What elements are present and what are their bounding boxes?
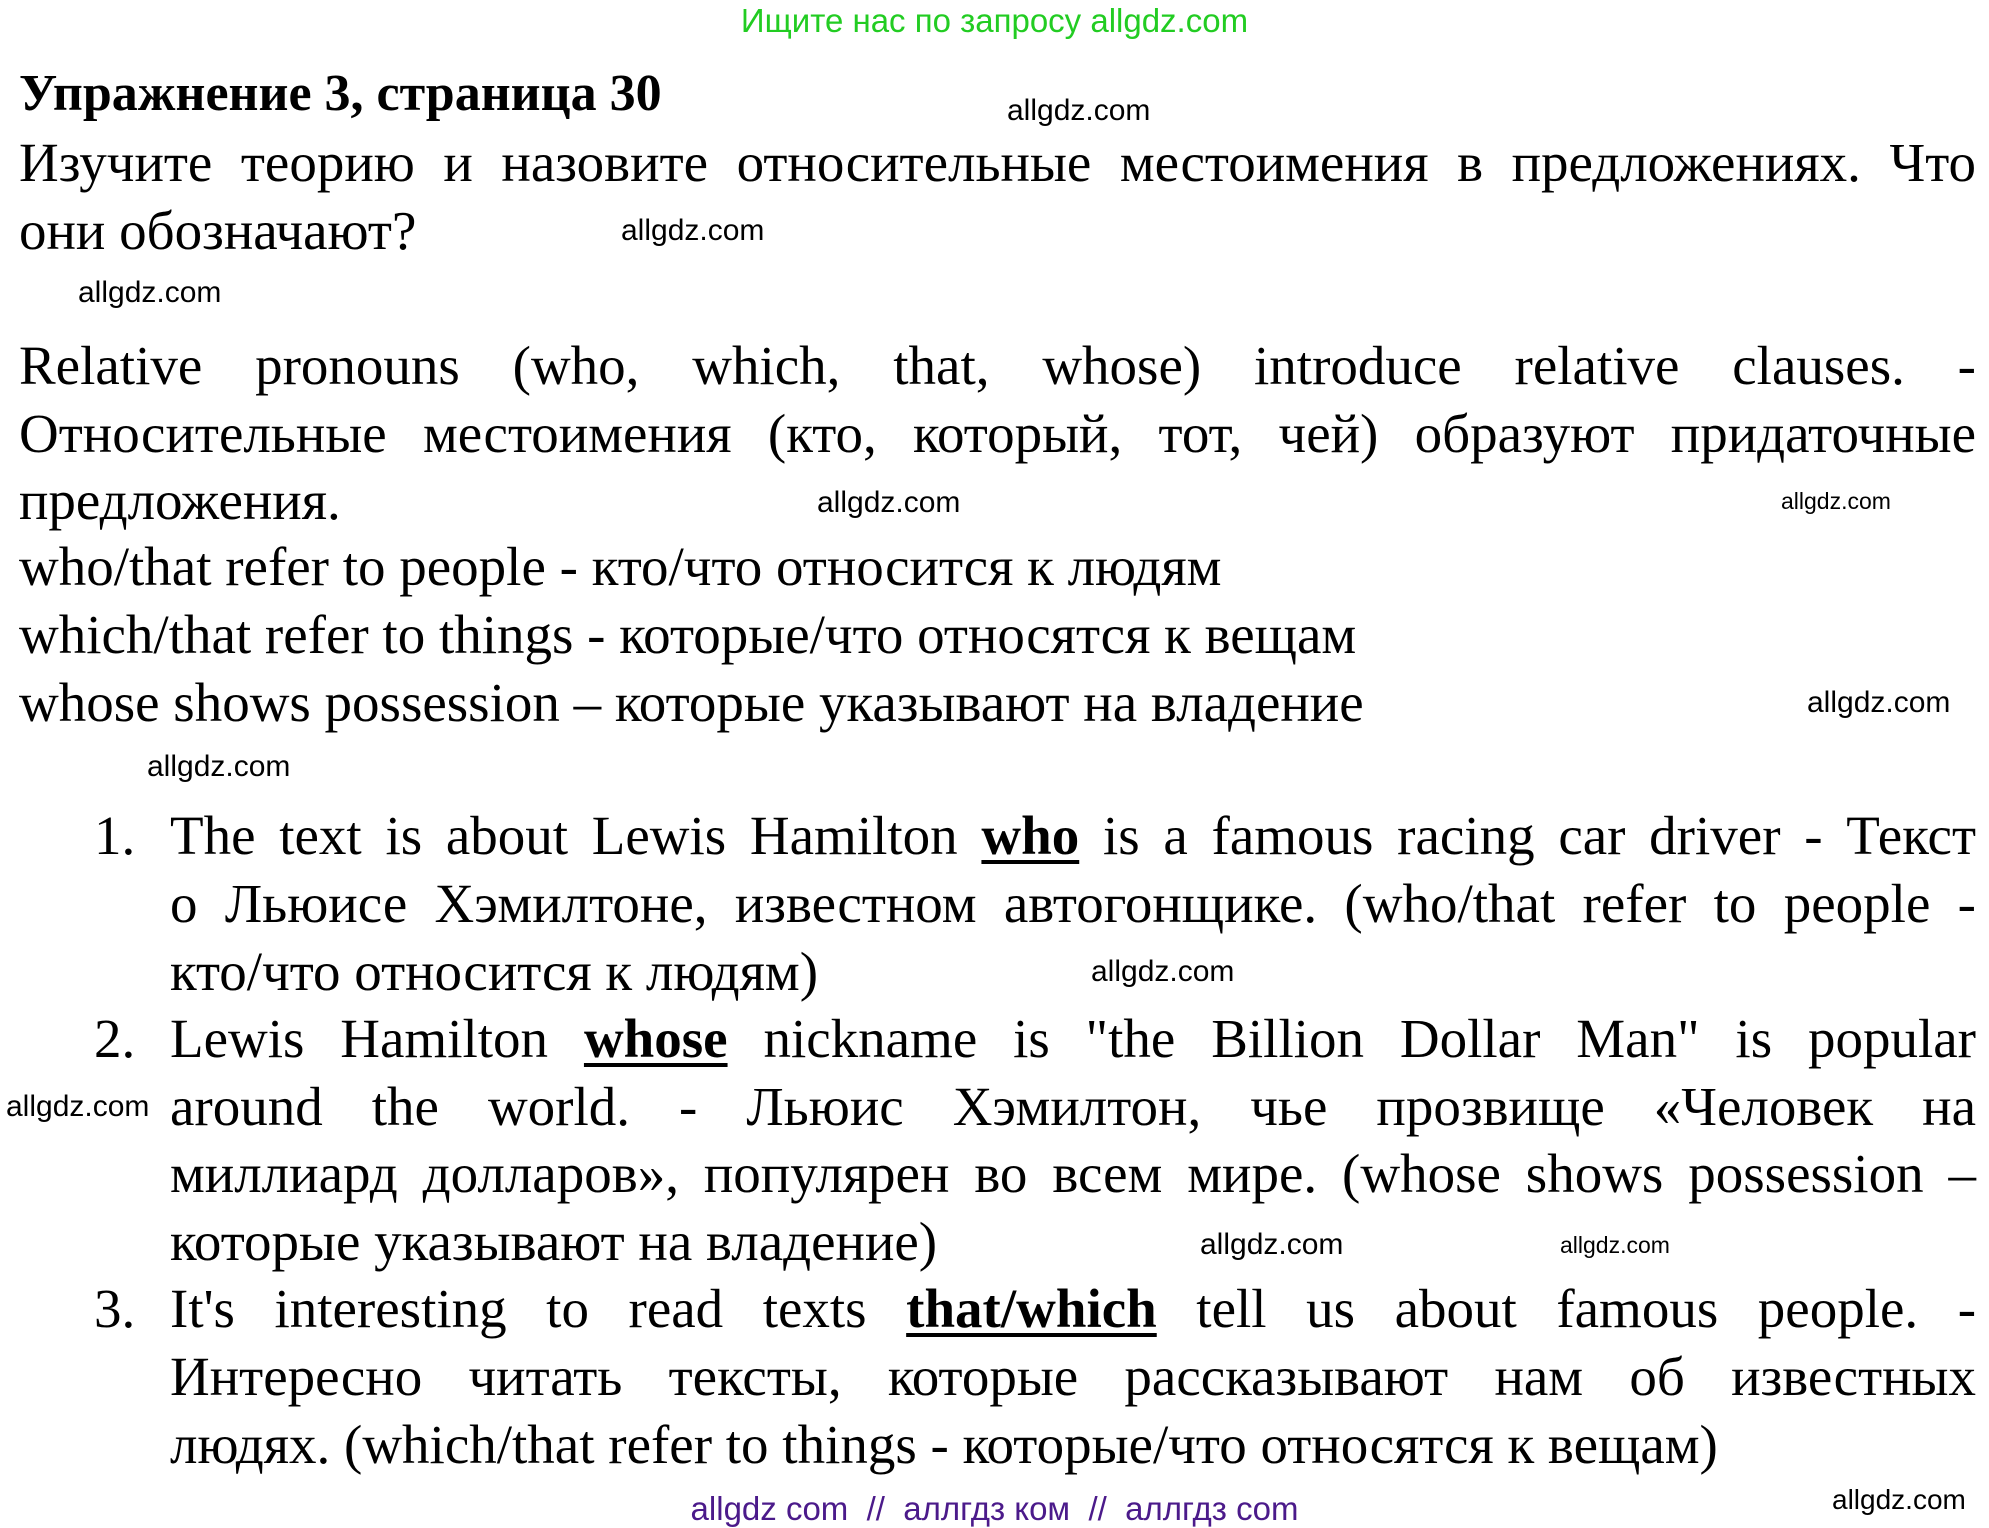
text: is a famous racing car driver - Текст [1079, 805, 1976, 866]
footer-watermark: allgdz com // аллгдз ком // аллгдз com [690, 1490, 1299, 1527]
list-item-line [170, 802, 1976, 870]
watermark: allgdz.com [1807, 686, 1951, 719]
watermark: allgdz.com [1560, 1232, 1670, 1258]
search-promo-header: Ищите нас по запросу allgdz.com [740, 2, 1249, 39]
list-number: 1. [94, 805, 136, 866]
theory-rule: which/that refer to things - которые/что относятся к вещам [19, 604, 1357, 665]
watermark: allgdz.com [621, 214, 765, 247]
theory-line: Относительные местоимения (кто, который, тот, чей) образуют придаточные [19, 403, 1976, 464]
watermark: allgdz.com [1832, 1484, 1966, 1515]
theory-rule: whose shows possession – которые указывают на владение [19, 672, 1364, 733]
list-item-line [170, 1005, 1976, 1073]
watermark: allgdz.com [6, 1090, 150, 1123]
instruction-line: они обозначают? [19, 200, 417, 261]
list-item-line: кто/что относится к людям) [170, 941, 819, 1002]
theory-line: предложения. [19, 470, 341, 531]
list-item-line: Интересно читать тексты, которые рассказывают нам об известных [170, 1346, 1976, 1407]
list-item-line: around the world. - Льюис Хэмилтон, чье прозвище «Человек на [170, 1076, 1976, 1137]
list-item-line [170, 1275, 1976, 1343]
watermark: allgdz.com [1007, 94, 1151, 127]
watermark: allgdz.com [147, 750, 291, 783]
watermark: allgdz.com [817, 486, 961, 519]
text: nickname is "the Billion Dollar Man" is popular [727, 1008, 1976, 1069]
list-number: 2. [94, 1008, 136, 1069]
theory-line: Relative pronouns (who, which, that, whose) introduce relative clauses. - [19, 335, 1976, 396]
watermark: allgdz.com [1781, 488, 1891, 514]
highlighted-pronoun: whose [583, 1008, 728, 1069]
text: tell us about famous people. - [1156, 1278, 1977, 1339]
watermark: allgdz.com [1091, 955, 1235, 988]
list-item-line: людях. (which/that refer to things - которые/что относятся к вещам) [170, 1414, 1718, 1475]
highlighted-pronoun: that/which [906, 1278, 1157, 1339]
list-item-line: о Льюисе Хэмилтоне, известном автогонщике. (who/that refer to people - [170, 873, 1976, 934]
instruction-line: Изучите теорию и назовите относительные местоимения в предложениях. Что [19, 132, 1976, 193]
theory-rule: who/that refer to people - кто/что относится к людям [19, 536, 1222, 597]
highlighted-pronoun: who [981, 805, 1080, 866]
list-item-line: миллиард долларов», популярен во всем мире. (whose shows possession – [170, 1143, 1976, 1204]
text: The text is about Lewis Hamilton [170, 805, 982, 866]
text: It's interesting to read texts [170, 1278, 907, 1339]
list-number: 3. [94, 1278, 136, 1339]
watermark: allgdz.com [1200, 1228, 1344, 1261]
watermark: allgdz.com [78, 276, 222, 309]
page-title: Упражнение 3, страница 30 [19, 65, 662, 122]
list-item-line: которые указывают на владение) [170, 1211, 938, 1272]
text: Lewis Hamilton [170, 1008, 584, 1069]
